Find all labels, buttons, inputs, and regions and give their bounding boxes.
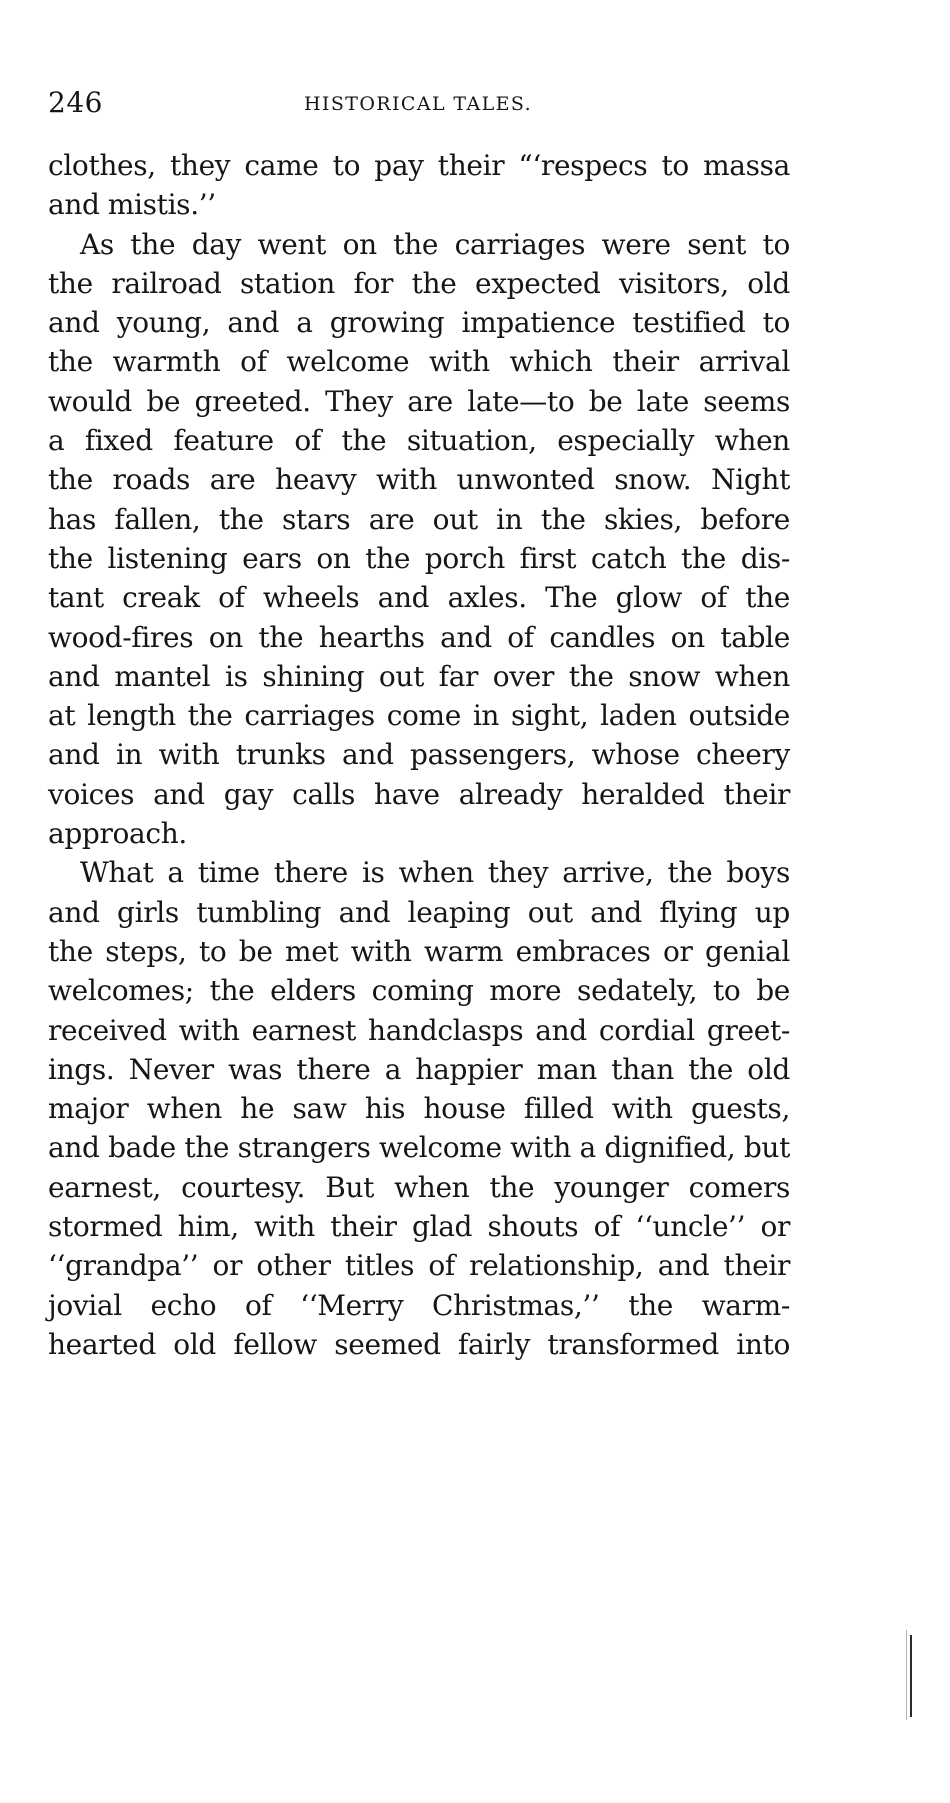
text-line: approach. [48, 817, 187, 851]
text-line: received with earnest handclasps and cordial greet- [48, 1013, 790, 1047]
text-line: the warmth of welcome with which their arrival [48, 345, 790, 379]
page-number: 246 [48, 86, 103, 119]
text-line: and mantel is shining out far over the snow when [48, 659, 790, 693]
body-text [48, 146, 790, 1364]
scan-margin-shadow [906, 1630, 907, 1720]
text-line: the railroad station for the expected visitors, old [48, 266, 790, 300]
scan-margin-mark [910, 1635, 912, 1717]
text-line: and girls tumbling and leaping out and flying up [48, 895, 790, 929]
paragraph-2 [48, 225, 790, 854]
text-line: ‘‘grandpa’’ or other titles of relationship, and their [48, 1249, 790, 1283]
text-line: and mistis.’’ [48, 188, 216, 222]
text-line: would be greeted. They are late—to be late seems [48, 384, 790, 418]
text-line: and young, and a growing impatience testified to [48, 306, 790, 340]
text-line: jovial echo of ‘‘Merry Christmas,’’ the warm- [48, 1288, 790, 1322]
paragraph-1 [48, 146, 790, 225]
text-line: the roads are heavy with unwonted snow. Night [48, 463, 790, 497]
text-line: stormed him, with their glad shouts of ‘‘uncle’’ or [48, 1210, 790, 1244]
text-line: and bade the strangers welcome with a dignified, but [48, 1131, 790, 1165]
running-head: HISTORICAL TALES. [303, 93, 533, 115]
text-line: ings. Never was there a happier man than the old [48, 1052, 790, 1086]
text-line: earnest, courtesy. But when the younger comers [48, 1170, 790, 1204]
text-line: the steps, to be met with warm embraces or genial [48, 934, 790, 968]
page-header [48, 85, 788, 121]
text-line: wood-fires on the hearths and of candles on table [48, 620, 790, 654]
text-line: What a time there is when they arrive, the boys [80, 856, 790, 890]
text-line: the listening ears on the porch first catch the dis- [48, 541, 790, 575]
text-line: welcomes; the elders coming more sedately, to be [48, 974, 790, 1008]
text-line: major when he saw his house filled with guests, [48, 1092, 790, 1126]
text-line: voices and gay calls have already heralded their [48, 777, 790, 811]
paragraph-3 [48, 853, 790, 1364]
text-line: a fixed feature of the situation, especially when [48, 424, 790, 458]
text-line: and in with trunks and passengers, whose cheery [48, 738, 790, 772]
text-line: has fallen, the stars are out in the skies, before [48, 502, 790, 536]
text-line: at length the carriages come in sight, laden outside [48, 699, 790, 733]
text-line: As the day went on the carriages were sent to [80, 227, 790, 261]
text-line: tant creak of wheels and axles. The glow of the [48, 581, 790, 615]
text-line: hearted old fellow seemed fairly transformed into [48, 1327, 790, 1361]
text-line: clothes, they came to pay their “‘respecs to massa [48, 149, 790, 182]
